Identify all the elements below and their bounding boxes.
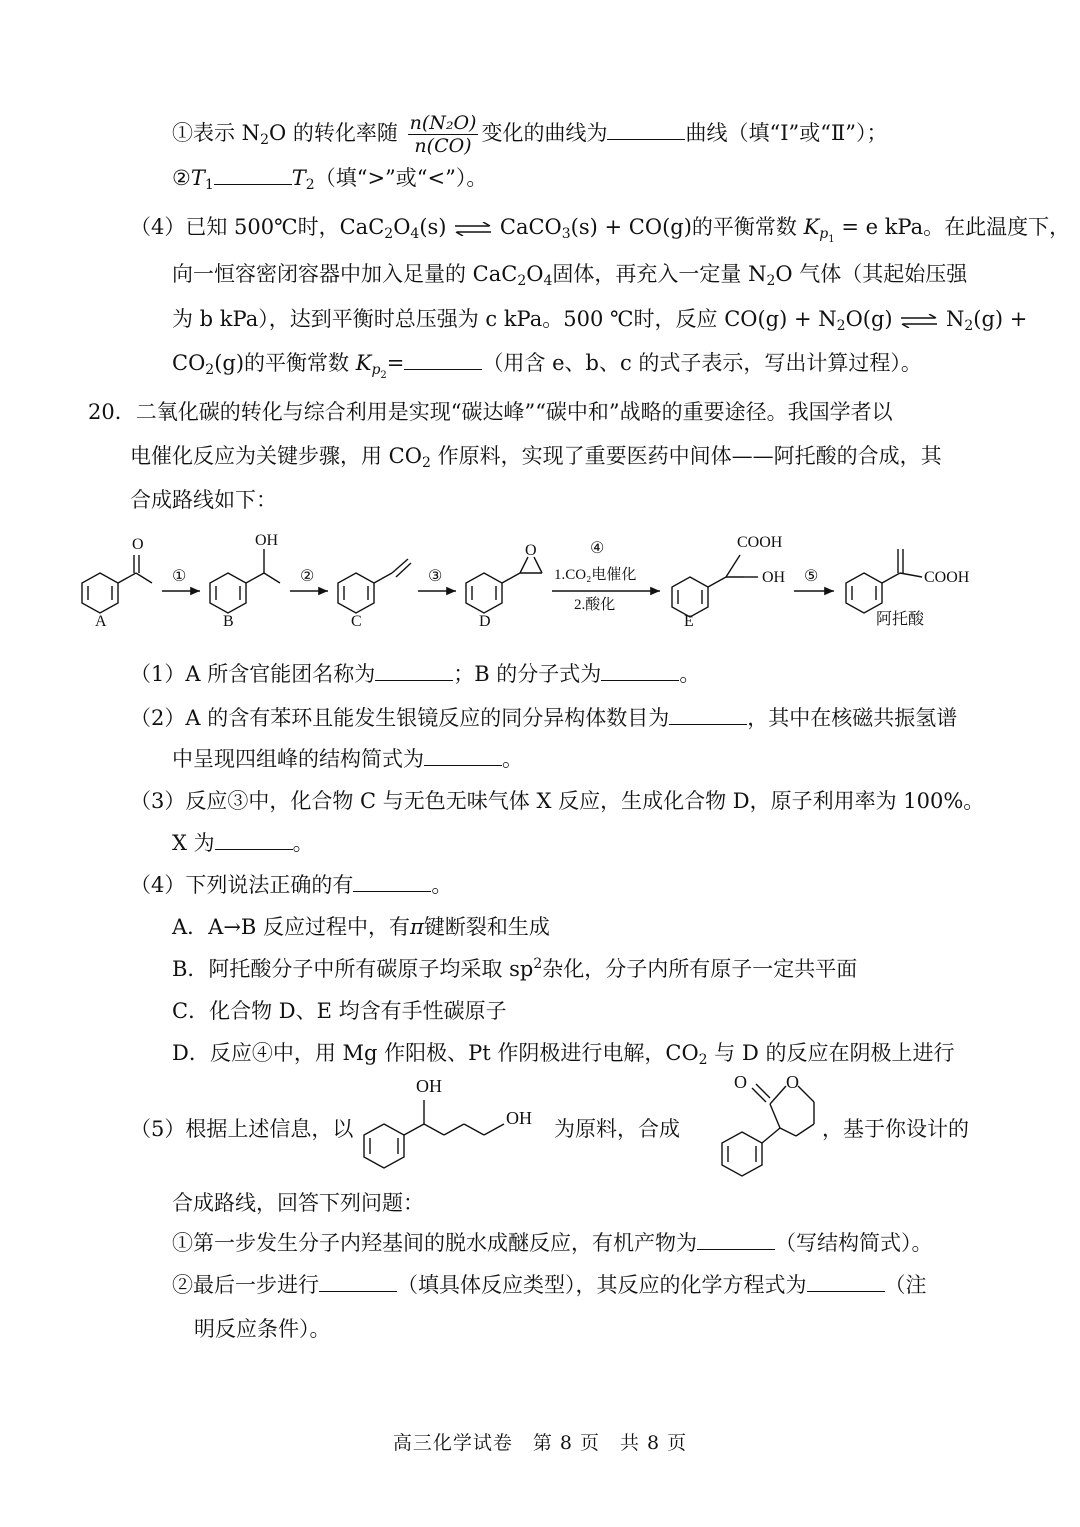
equilibrium-arrow-icon xyxy=(453,222,493,236)
atom-label: O xyxy=(132,536,144,553)
atom-label: OH xyxy=(416,1076,442,1096)
atom-label: COOH xyxy=(924,569,970,586)
answer-blank[interactable] xyxy=(375,662,453,681)
answer-blank[interactable] xyxy=(215,831,293,850)
q20-part5-q2: ②最后一步进行 （填具体反应类型），其反应的化学方程式为 （注 xyxy=(172,1273,927,1297)
q20-part2-line-2: 中呈现四组峰的结构简式为 。 xyxy=(172,747,523,771)
q20-intro-line-3: 合成路线如下： xyxy=(130,488,277,512)
step-label: ⑤ xyxy=(804,568,819,585)
step4-conditions-top: 1.CO₂电催化 xyxy=(554,567,637,583)
q19-part4-line-1: （4）已知 500℃时，$CaC_2O_4(s)$ CaCO$_3$(s) + CO(g)的平衡常数 $K_{p1} = e$ kPa。在此温度下， xyxy=(130,215,1071,245)
step4-conditions-bottom: 2.酸化 xyxy=(574,597,616,613)
compound-label: B xyxy=(223,613,234,630)
answer-blank[interactable] xyxy=(319,1273,397,1292)
q20-part5-q2-cont: 明反应条件）。 xyxy=(194,1317,331,1341)
equilibrium-arrow-icon xyxy=(899,314,939,328)
target-lactone-structure xyxy=(710,1066,840,1186)
atom-label: OH xyxy=(506,1108,532,1128)
starting-material-structure xyxy=(348,1072,548,1176)
q20-intro-line-1: 20．二氧化碳的转化与综合利用是实现“碳达峰”“碳中和”战略的重要途径。我国学者以 xyxy=(88,400,893,424)
answer-blank[interactable] xyxy=(424,747,502,766)
compound-label: E xyxy=(684,613,694,630)
q20-part5-text-2: 为原料，合成 xyxy=(554,1117,680,1141)
page-footer: 高三化学试卷 第 8 页 共 8 页 xyxy=(392,1432,688,1454)
q20-intro-line-2: 电催化反应为关键步骤，用 $CO_2$ 作原料，实现了重要医药中间体——阿托酸的合成，其 xyxy=(130,444,942,471)
answer-blank[interactable] xyxy=(601,662,679,681)
compound-label: C xyxy=(351,613,362,630)
q19-line-2: $②T_1$ $T_2$（填“>”或“<”）。 xyxy=(172,166,488,193)
q20-part1: （1）A 所含官能团名称为 ；B 的分子式为 。 xyxy=(130,662,701,686)
answer-blank[interactable] xyxy=(669,706,747,725)
option-D: D．反应④中，用 Mg 作阳极、Pt 作阴极进行电解，$CO_2$ 与 D 的反应在阴极上进行 xyxy=(172,1041,955,1068)
ratio-fraction: $\frac{\text{n(N₂O)}}{n(CO)}$ xyxy=(409,112,477,157)
answer-blank[interactable] xyxy=(353,873,431,892)
q19-part4-line-2: 向一恒容密闭容器中加入足量的 $CaC_2O_4$固体，再充入一定量 $N_2O$ 气体（其起始压强 xyxy=(172,262,968,289)
answer-blank[interactable] xyxy=(697,1231,775,1250)
step-label: ① xyxy=(172,568,187,585)
q20-part5-text-1: （5）根据上述信息，以 xyxy=(130,1117,354,1141)
compound-C-structure xyxy=(338,559,411,613)
q20-part5-text-3: ，基于你设计的 xyxy=(822,1117,969,1141)
q20-part4: （4）下列说法正确的有 。 xyxy=(130,873,453,897)
compound-label: D xyxy=(479,613,491,630)
answer-blank[interactable] xyxy=(607,121,685,140)
step-label: ③ xyxy=(428,568,443,585)
q19-line-1: ①表示 $N_2O$ 的转化率随 $\frac{\text{n(N₂O)}}{n(CO)}$ 变化的曲线为 曲线（填“Ⅰ”或“Ⅱ”）； xyxy=(172,112,888,157)
atom-label: O xyxy=(786,1072,799,1092)
atom-label: OH xyxy=(762,569,786,586)
answer-blank[interactable] xyxy=(404,351,482,370)
option-C: C．化合物 D、E 均含有手性碳原子 xyxy=(172,999,507,1023)
compound-B-structure xyxy=(210,549,280,613)
compound-D-structure xyxy=(466,557,542,613)
step-label: ② xyxy=(300,568,315,585)
q19-part4-line-4: $CO_2(g)$的平衡常数 $K_{p2}=$ （用含 e、b、c 的式子表示，写出计算过程）。 xyxy=(172,351,922,381)
synthesis-route-scheme xyxy=(60,525,1020,635)
answer-blank[interactable] xyxy=(214,166,292,185)
q20-part5-line-2: 合成路线，回答下列问题： xyxy=(172,1191,424,1215)
compound-label: 阿托酸 xyxy=(876,611,925,628)
atom-label: O xyxy=(734,1072,747,1092)
answer-blank[interactable] xyxy=(807,1273,885,1292)
step-label: ④ xyxy=(590,540,605,557)
atom-label: COOH xyxy=(737,534,783,551)
atom-label: O xyxy=(525,542,537,559)
compound-A-structure xyxy=(82,555,152,613)
option-A: A．A→B 反应过程中，有π键断裂和生成 xyxy=(172,915,550,939)
q19-part4-line-3: 为 b kPa），达到平衡时总压强为 c kPa。500 ℃时，反应 $CO(g) + N_2O(g) N_2(g)$ + xyxy=(172,307,1028,334)
option-B: B．阿托酸分子中所有碳原子均采取 $sp^2$杂化，分子内所有原子一定共平面 xyxy=(172,956,858,981)
q20-part3-line-1: （3）反应③中，化合物 C 与无色无味气体 X 反应，生成化合物 D，原子利用率为 100%。 xyxy=(130,789,985,813)
compound-label: A xyxy=(95,613,107,630)
q20-part2-line-1: （2）A 的含有苯环且能发生银镜反应的同分异构体数目为 ，其中在核磁共振氢谱 xyxy=(130,706,958,730)
compound-E-structure xyxy=(672,555,758,617)
q20-part5-q1: ①第一步发生分子内羟基间的脱水成醚反应，有机产物为 （写结构简式）。 xyxy=(172,1231,933,1255)
atropic-acid-structure xyxy=(846,549,922,613)
atom-label: OH xyxy=(255,532,279,549)
q20-part3-line-2: X 为 。 xyxy=(172,831,314,855)
